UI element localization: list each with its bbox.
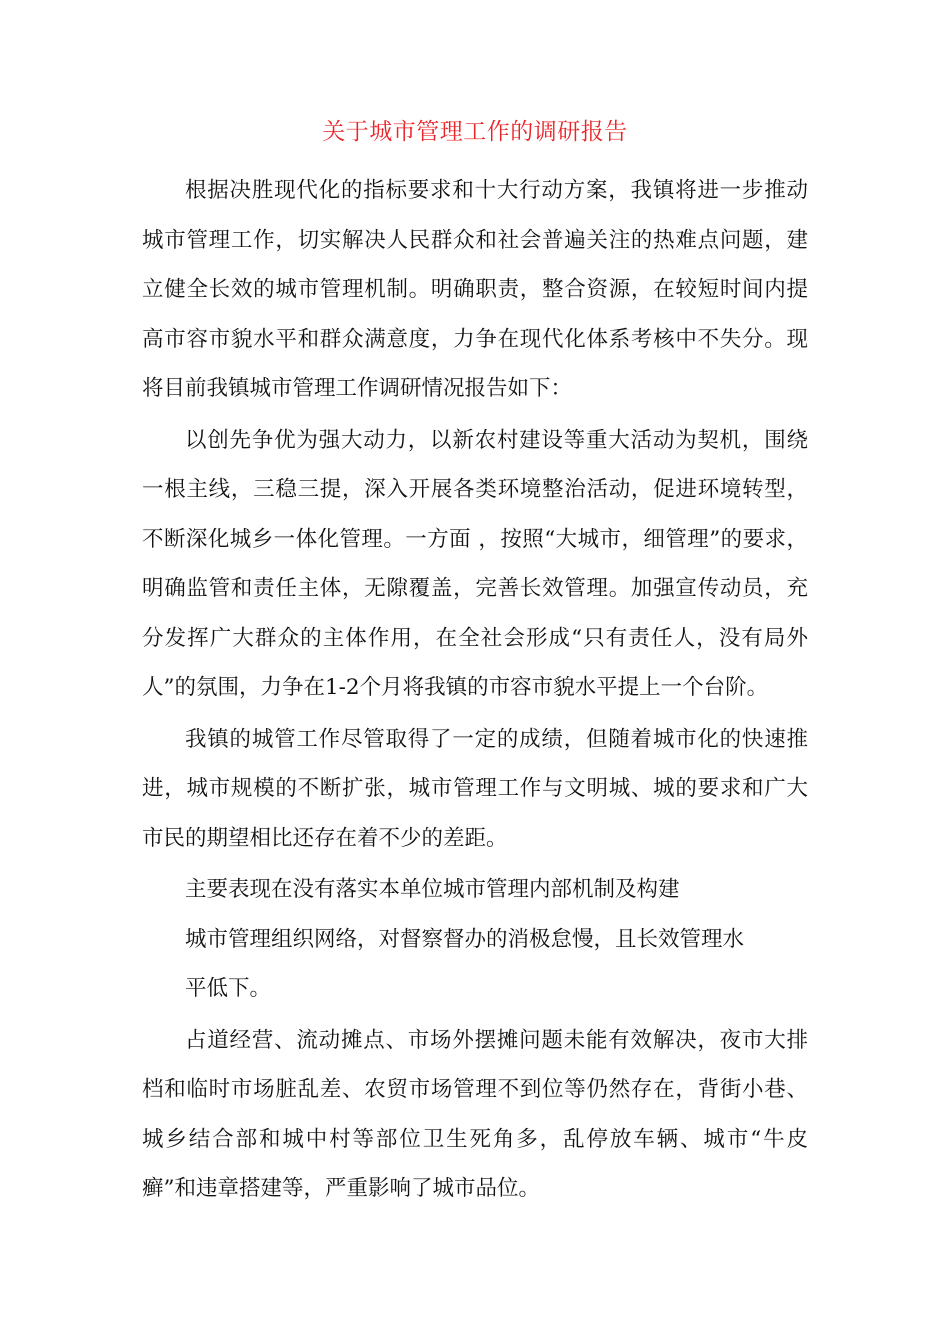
paragraph-problem-line-1: 主要表现在没有落实本单位城市管理内部机制及构建 — [185, 877, 680, 902]
paragraph-street-issues: 占道经营、流动摊点、市场外摆摊问题未能有效解决，夜市大排档和临时市场脏乱差、农贸市场管理不到位等仍然存在，背街小巷、城乡结合部和城中村等部位卫生死角多，乱停放车辆、城市“牛皮癣”和违章搭建等，严重影响了城市品位。 — [142, 1027, 808, 1201]
paragraph-intro: 根据决胜现代化的指标要求和十大行动方案，我镇将进一步推动城市管理工作，切实解决人民群众和社会普遍关注的热难点问题，建立健全长效的城市管理机制。明确职责，整合资源，在较短时间内提高市容市貌水平和群众满意度，力争在现代化体系考核中不失分。现将目前我镇城市管理工作调研情况报告如下： — [142, 178, 808, 401]
document-title: 关于城市管理工作的调研报告 — [322, 119, 628, 145]
document-body — [142, 166, 808, 1214]
paragraph-measures: 以创先争优为强大动力，以新农村建设等重大活动为契机，围绕一根主线，三稳三提，深入开展各类环境整治活动，促进环境转型，不断深化城乡一体化管理。一方面 ，按照“大城市，细管理”的要求，明确监管和责任主体，无隙覆盖，完善长效管理。加强宣传动员，充分发挥广大群众的主体作用，在全社会形成“只有责任人，没有局外人”的氛围，力争在1-2个月将我镇的市容市貌水平提上一个台阶。 — [142, 427, 808, 700]
paragraph-problem-line-2: 城市管理组织网络，对督察督办的消极怠慢，且长效管理水 — [185, 926, 745, 952]
paragraph-problem-line-3: 平低下。 — [185, 976, 272, 1001]
paragraph-gap-analysis: 我镇的城管工作尽管取得了一定的成绩，但随着城市化的快速推进，城市规模的不断扩张，城市管理工作与文明城、城的要求和广大市民的期望相比还存在着不少的差距。 — [142, 726, 808, 851]
